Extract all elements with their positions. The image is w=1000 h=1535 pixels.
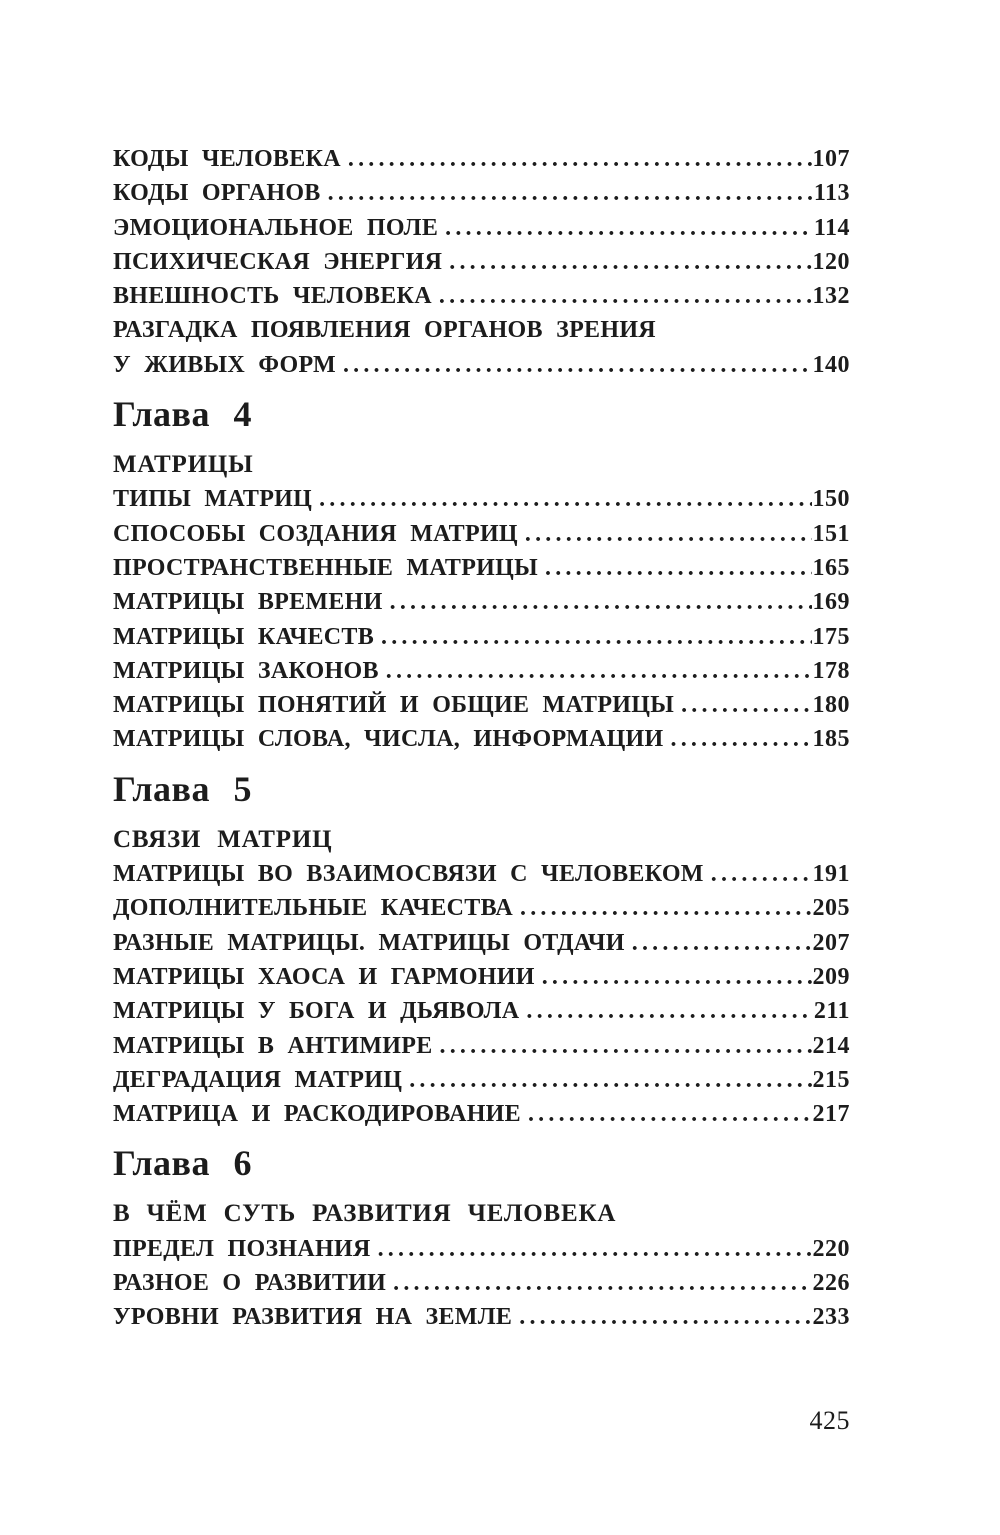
toc-entry-title: ВНЕШНОСТЬ ЧЕЛОВЕКА [113,283,432,310]
toc-entry-row [113,654,850,688]
toc-entry-page: 209 [812,963,850,990]
toc-entry-row [113,1300,850,1334]
toc-entry-page: 151 [812,520,850,547]
toc-entry-page: 169 [812,589,850,616]
dot-leader [526,994,812,1028]
toc-entry-row [113,1097,850,1131]
toc-entry-title: ПРЕДЕЛ ПОЗНАНИЯ [113,1235,371,1262]
toc-entry-row [113,960,850,994]
toc-entry-row [113,517,850,551]
chapter-heading: Глава 5 [113,768,252,809]
toc-entry-page: 215 [812,1066,850,1093]
toc-entry-row [113,245,850,279]
toc-entry-title: МАТРИЦЫ ВРЕМЕНИ [113,589,383,616]
toc-entry-row [113,211,850,245]
dot-leader [409,1063,811,1097]
toc-entry-page: 114 [813,214,850,241]
toc-entry-row [113,551,850,585]
toc-entry-page: 220 [812,1235,850,1262]
dot-leader [520,891,811,925]
toc-entry-title: МАТРИЦЫ У БОГА И ДЬЯВОЛА [113,998,520,1025]
dot-leader [381,620,811,654]
toc-entry-title: МАТРИЦЫ В АНТИМИРЕ [113,1032,433,1059]
dot-leader [348,142,812,176]
toc-entry-title: СПОСОБЫ СОЗДАНИЯ МАТРИЦ [113,520,518,547]
toc-entry-page: 120 [812,248,850,275]
section-subheading: СВЯЗИ МАТРИЦ [113,825,333,853]
dot-leader [711,857,812,891]
toc-entry-page: 180 [812,692,850,719]
dot-leader [632,926,812,960]
table-of-contents [113,142,850,1335]
dot-leader [671,722,812,756]
toc-entry-page: 214 [812,1032,850,1059]
toc-entry-page: 191 [812,861,850,888]
toc-entry-title: РАЗГАДКА ПОЯВЛЕНИЯ ОРГАНОВ ЗРЕНИЯ [113,317,656,344]
toc-entry-page: 165 [812,554,850,581]
toc-entry-page: 205 [812,895,850,922]
toc-entry-title: КОДЫ ОРГАНОВ [113,180,321,207]
toc-entry-page: 175 [812,623,850,650]
toc-entry-title: МАТРИЦЫ ПОНЯТИЙ И ОБЩИЕ МАТРИЦЫ [113,692,675,719]
toc-entry-title: МАТРИЦЫ ХАОСА И ГАРМОНИИ [113,963,535,990]
toc-entry-title: РАЗНЫЕ МАТРИЦЫ. МАТРИЦЫ ОТДАЧИ [113,929,625,956]
toc-entry-page: 233 [812,1304,850,1331]
toc-entry-page: 226 [812,1270,850,1297]
dot-leader [390,585,812,619]
toc-entry-row [113,279,850,313]
toc-entry-row [113,313,850,347]
dot-leader [449,245,811,279]
dot-leader [545,551,812,585]
section-subheading: МАТРИЦЫ [113,451,254,479]
toc-entry-page: 140 [812,351,850,378]
toc-entry-row [113,722,850,756]
toc-entry-title: ДЕГРАДАЦИЯ МАТРИЦ [113,1066,403,1093]
toc-entry-row [113,142,850,176]
toc-entry-title: РАЗНОЕ О РАЗВИТИИ [113,1270,387,1297]
dot-leader [439,279,812,313]
dot-leader [525,517,812,551]
dot-leader [319,482,811,516]
toc-entry-title: ТИПЫ МАТРИЦ [113,486,313,513]
dot-leader [519,1300,811,1334]
toc-entry-row [113,926,850,960]
toc-entry-title: ПСИХИЧЕСКАЯ ЭНЕРГИЯ [113,248,443,275]
toc-entry-row [113,176,850,210]
toc-entry-page: 150 [812,486,850,513]
toc-entry-row [113,994,850,1028]
toc-entry-title: КОДЫ ЧЕЛОВЕКА [113,146,341,172]
toc-entry-row [113,857,850,891]
toc-entry-row [113,1232,850,1266]
toc-entry-title: У ЖИВЫХ ФОРМ [113,351,336,378]
toc-entry-title: ДОПОЛНИТЕЛЬНЫЕ КАЧЕСТВА [113,895,514,922]
dot-leader [440,1029,812,1063]
toc-entry-row [113,891,850,925]
toc-entry-page: 211 [813,998,850,1025]
dot-leader [386,654,812,688]
toc-entry-title: МАТРИЦА И РАСКОДИРОВАНИЕ [113,1101,521,1128]
dot-leader [393,1266,811,1300]
toc-entry-page: 217 [812,1101,850,1128]
toc-entry-row [113,1266,850,1300]
toc-entry-page: 178 [812,657,850,684]
dot-leader [681,688,811,722]
toc-entry-row [113,1029,850,1063]
toc-entry-page: 132 [812,283,850,310]
toc-entry-page: 113 [813,180,850,207]
toc-entry-page: 207 [812,929,850,956]
dot-leader [378,1232,812,1266]
dot-leader [343,348,812,382]
toc-entry-title: ЭМОЦИОНАЛЬНОЕ ПОЛЕ [113,214,439,241]
section-subheading: В ЧЁМ СУТЬ РАЗВИТИЯ ЧЕЛОВЕКА [113,1200,617,1228]
dot-leader [445,211,813,245]
toc-entry-row [113,1063,850,1097]
toc-entry-title: МАТРИЦЫ ВО ВЗАИМОСВЯЗИ С ЧЕЛОВЕКОМ [113,861,704,888]
toc-entry-row [113,348,850,382]
toc-entry-title: МАТРИЦЫ СЛОВА, ЧИСЛА, ИНФОРМАЦИИ [113,726,664,753]
page-number: 425 [809,1406,850,1435]
dot-leader [528,1097,812,1131]
dot-leader [328,176,813,210]
dot-leader [542,960,812,994]
toc-entry-row [113,688,850,722]
toc-entry-title: УРОВНИ РАЗВИТИЯ НА ЗЕМЛЕ [113,1304,513,1331]
chapter-heading: Глава 6 [113,1143,252,1184]
toc-entry-page: 185 [812,726,850,753]
toc-entry-page: 107 [812,146,850,172]
toc-entry-title: ПРОСТРАНСТВЕННЫЕ МАТРИЦЫ [113,554,538,581]
toc-entry-row [113,585,850,619]
toc-entry-title: МАТРИЦЫ КАЧЕСТВ [113,623,375,650]
chapter-heading: Глава 4 [113,394,252,435]
toc-entry-row [113,482,850,516]
toc-entry-row [113,620,850,654]
toc-entry-title: МАТРИЦЫ ЗАКОНОВ [113,657,379,684]
